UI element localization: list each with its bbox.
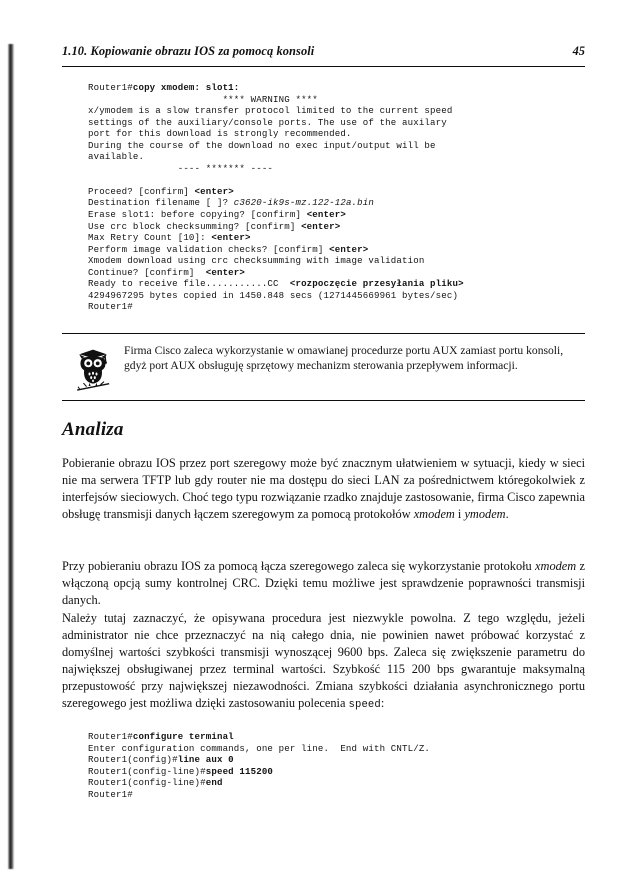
code-run-bold: <enter> — [205, 266, 245, 278]
code-line — [88, 278, 464, 290]
para3-text-b: : — [380, 696, 385, 711]
code-run-bold: end — [205, 777, 223, 789]
paragraph-2 — [62, 558, 585, 609]
code-run-plain: port for this download is strongly recommended. — [88, 128, 352, 140]
para2-text-a: Przy pobieraniu obrazu IOS za pomocą łącza szeregowego zaleca się wykorzystanie protokołu — [62, 559, 536, 573]
code-run-plain: During the course of the download no exec input/output will be — [88, 139, 436, 151]
code-line — [88, 789, 430, 801]
code-run-bold: <enter> — [306, 209, 346, 221]
code-line — [88, 754, 430, 766]
section-heading-analiza: Analiza — [62, 419, 124, 440]
note-box — [62, 333, 585, 401]
code-line — [88, 221, 464, 233]
running-head — [62, 44, 585, 66]
code-line — [88, 94, 464, 106]
code-line — [88, 244, 464, 256]
code-run-plain: Router1# — [88, 788, 133, 800]
code-line — [88, 151, 464, 163]
para1-text-a: Pobieranie obrazu IOS przez port szeregowy może być znacznym ułatwieniem w sytuacji, kiedy w sieci nie ma serwera TFTP lub gdy router nie ma dostępu do sieci LAN za pośrednictwem któregokolwiek z interfejsów sieciowych. Choć tego typu rozwiązanie rzadko znajduje zastosowanie, firma Cisco zapewnia obsługę transmisji danych łączem szeregowym za pomocą protokołów — [62, 456, 585, 522]
code-run-plain: **** WARNING **** — [88, 93, 318, 105]
code-block-speed-configuration-session — [88, 731, 430, 800]
code-line — [88, 174, 464, 186]
code-run-plain: Router1# — [88, 301, 133, 313]
code-run-bold: <enter> — [301, 220, 341, 232]
code-run-plain: Router1(config-line)# — [88, 777, 206, 789]
code-run-plain: Enter configuration commands, one per line. End with CNTL/Z. — [88, 742, 431, 754]
code-line — [88, 255, 464, 267]
code-line — [88, 197, 464, 209]
code-run-bold: <enter> — [329, 243, 369, 255]
code-line — [88, 186, 464, 198]
para1-emphasis-ymodem: ymodem — [464, 507, 506, 522]
code-line — [88, 163, 464, 175]
code-run-plain: Router1# — [88, 82, 133, 93]
code-run-plain: Erase slot1: before copying? [confirm] — [88, 209, 307, 221]
code-run-plain: Destination filename [ ]? — [88, 197, 234, 209]
header-rule — [62, 66, 585, 67]
owl-with-graduation-cap-icon — [62, 344, 124, 391]
code-line — [88, 128, 464, 140]
code-run-italic: c3620-ik9s-mz.122-12a.bin — [233, 197, 374, 209]
para1-text-b: i — [454, 507, 465, 522]
code-run-plain: 4294967295 bytes copied in 1450.848 secs (1271445669961 bytes/sec) — [88, 289, 459, 301]
code-run-plain: available. — [88, 151, 145, 163]
para3-text-a: Należy tutaj zaznaczyć, że opisywana procedura jest niezwykle powolna. Z tego względu, jeżeli administrator nie chce przeznaczyć na nią całego dnia, nie powinien nawet próbować korzystać z domyślnej wartości szybkości transmisji wynoszącej 9600 bps. Zaleca się zwiększenie parametru do największej obsługiwanej przez terminal wartości. Szybkość 115 200 bps gwarantuje maksymalną przepustowość przy największej niezawodności. Zmiana szybkości działania asynchronicznego portu szeregowego jest możliwa dzięki zastosowaniu polecenia — [62, 611, 585, 711]
code-run-bold: speed 115200 — [205, 765, 274, 777]
code-run-plain: Router1(config)# — [88, 754, 178, 766]
code-run-plain: Max Retry Count [10]: — [88, 232, 212, 244]
code-line — [88, 731, 430, 743]
code-run-plain: Proceed? [confirm] — [88, 185, 195, 197]
code-line — [88, 209, 464, 221]
para2-text-b: z włączoną opcją sumy kontrolnej CRC. Dzięki temu możliwe jest sprawdzenie poprawności transmisji danych. — [62, 559, 585, 608]
code-run-plain: Router1(config-line)# — [88, 765, 206, 777]
code-run-plain: Continue? [confirm] — [88, 266, 206, 278]
code-run-bold: configure terminal — [132, 731, 234, 742]
code-run-bold: <enter> — [211, 232, 251, 244]
note-text: Firma Cisco zaleca wykorzystanie w omawianej procedurze portu AUX zamiast portu konsoli, gdyż port AUX obsługuję sprzętowy mechanizm sterowania przepływem informacji. — [124, 344, 564, 372]
code-run-plain: Router1# — [88, 731, 133, 742]
paragraph-3 — [62, 610, 585, 715]
para1-text-c: . — [505, 507, 509, 522]
code-line — [88, 105, 464, 117]
para1-emphasis-xmodem: xmodem — [413, 507, 455, 522]
code-line — [88, 82, 464, 94]
para2-emphasis-xmodem: xmodem — [535, 559, 577, 573]
code-line — [88, 117, 464, 129]
code-line — [88, 743, 430, 755]
code-run-plain: Xmodem download using crc checksumming with image validation — [88, 255, 425, 267]
page-number: 45 — [572, 44, 585, 58]
code-run-bold: line aux 0 — [177, 754, 234, 766]
code-line — [88, 301, 464, 313]
code-run-plain: Use crc block checksumming? [confirm] — [88, 220, 302, 232]
code-run-bold: <enter> — [194, 185, 234, 197]
code-line — [88, 290, 464, 302]
paragraph-1 — [62, 455, 585, 523]
code-line — [88, 766, 430, 778]
scan-edge-artifact — [8, 44, 14, 869]
code-run-bold: <rozpoczęcie przesyłania pliku> — [289, 278, 464, 290]
code-line — [88, 232, 464, 244]
code-line — [88, 140, 464, 152]
code-block-xmodem-copy-session — [88, 82, 464, 313]
note-bottom-rule — [62, 400, 585, 401]
code-run-plain: Perform image validation checks? [confirm] — [88, 243, 330, 255]
code-run-plain: x/ymodem is a slow transfer protocol limited to the current speed — [88, 105, 453, 117]
code-run-plain: Ready to receive file...........CC — [88, 278, 290, 290]
code-line — [88, 267, 464, 279]
para3-inline-code-speed: speed — [348, 699, 381, 712]
code-run-plain: settings of the auxiliary/console ports. The use of the auxilary — [88, 116, 447, 128]
page-title: 1.10. Kopiowanie obrazu IOS za pomocą konsoli — [62, 44, 315, 58]
code-run-bold: copy xmodem: slot1: — [132, 82, 240, 93]
code-run-plain: ---- ******* ---- — [88, 162, 274, 174]
code-line — [88, 777, 430, 789]
